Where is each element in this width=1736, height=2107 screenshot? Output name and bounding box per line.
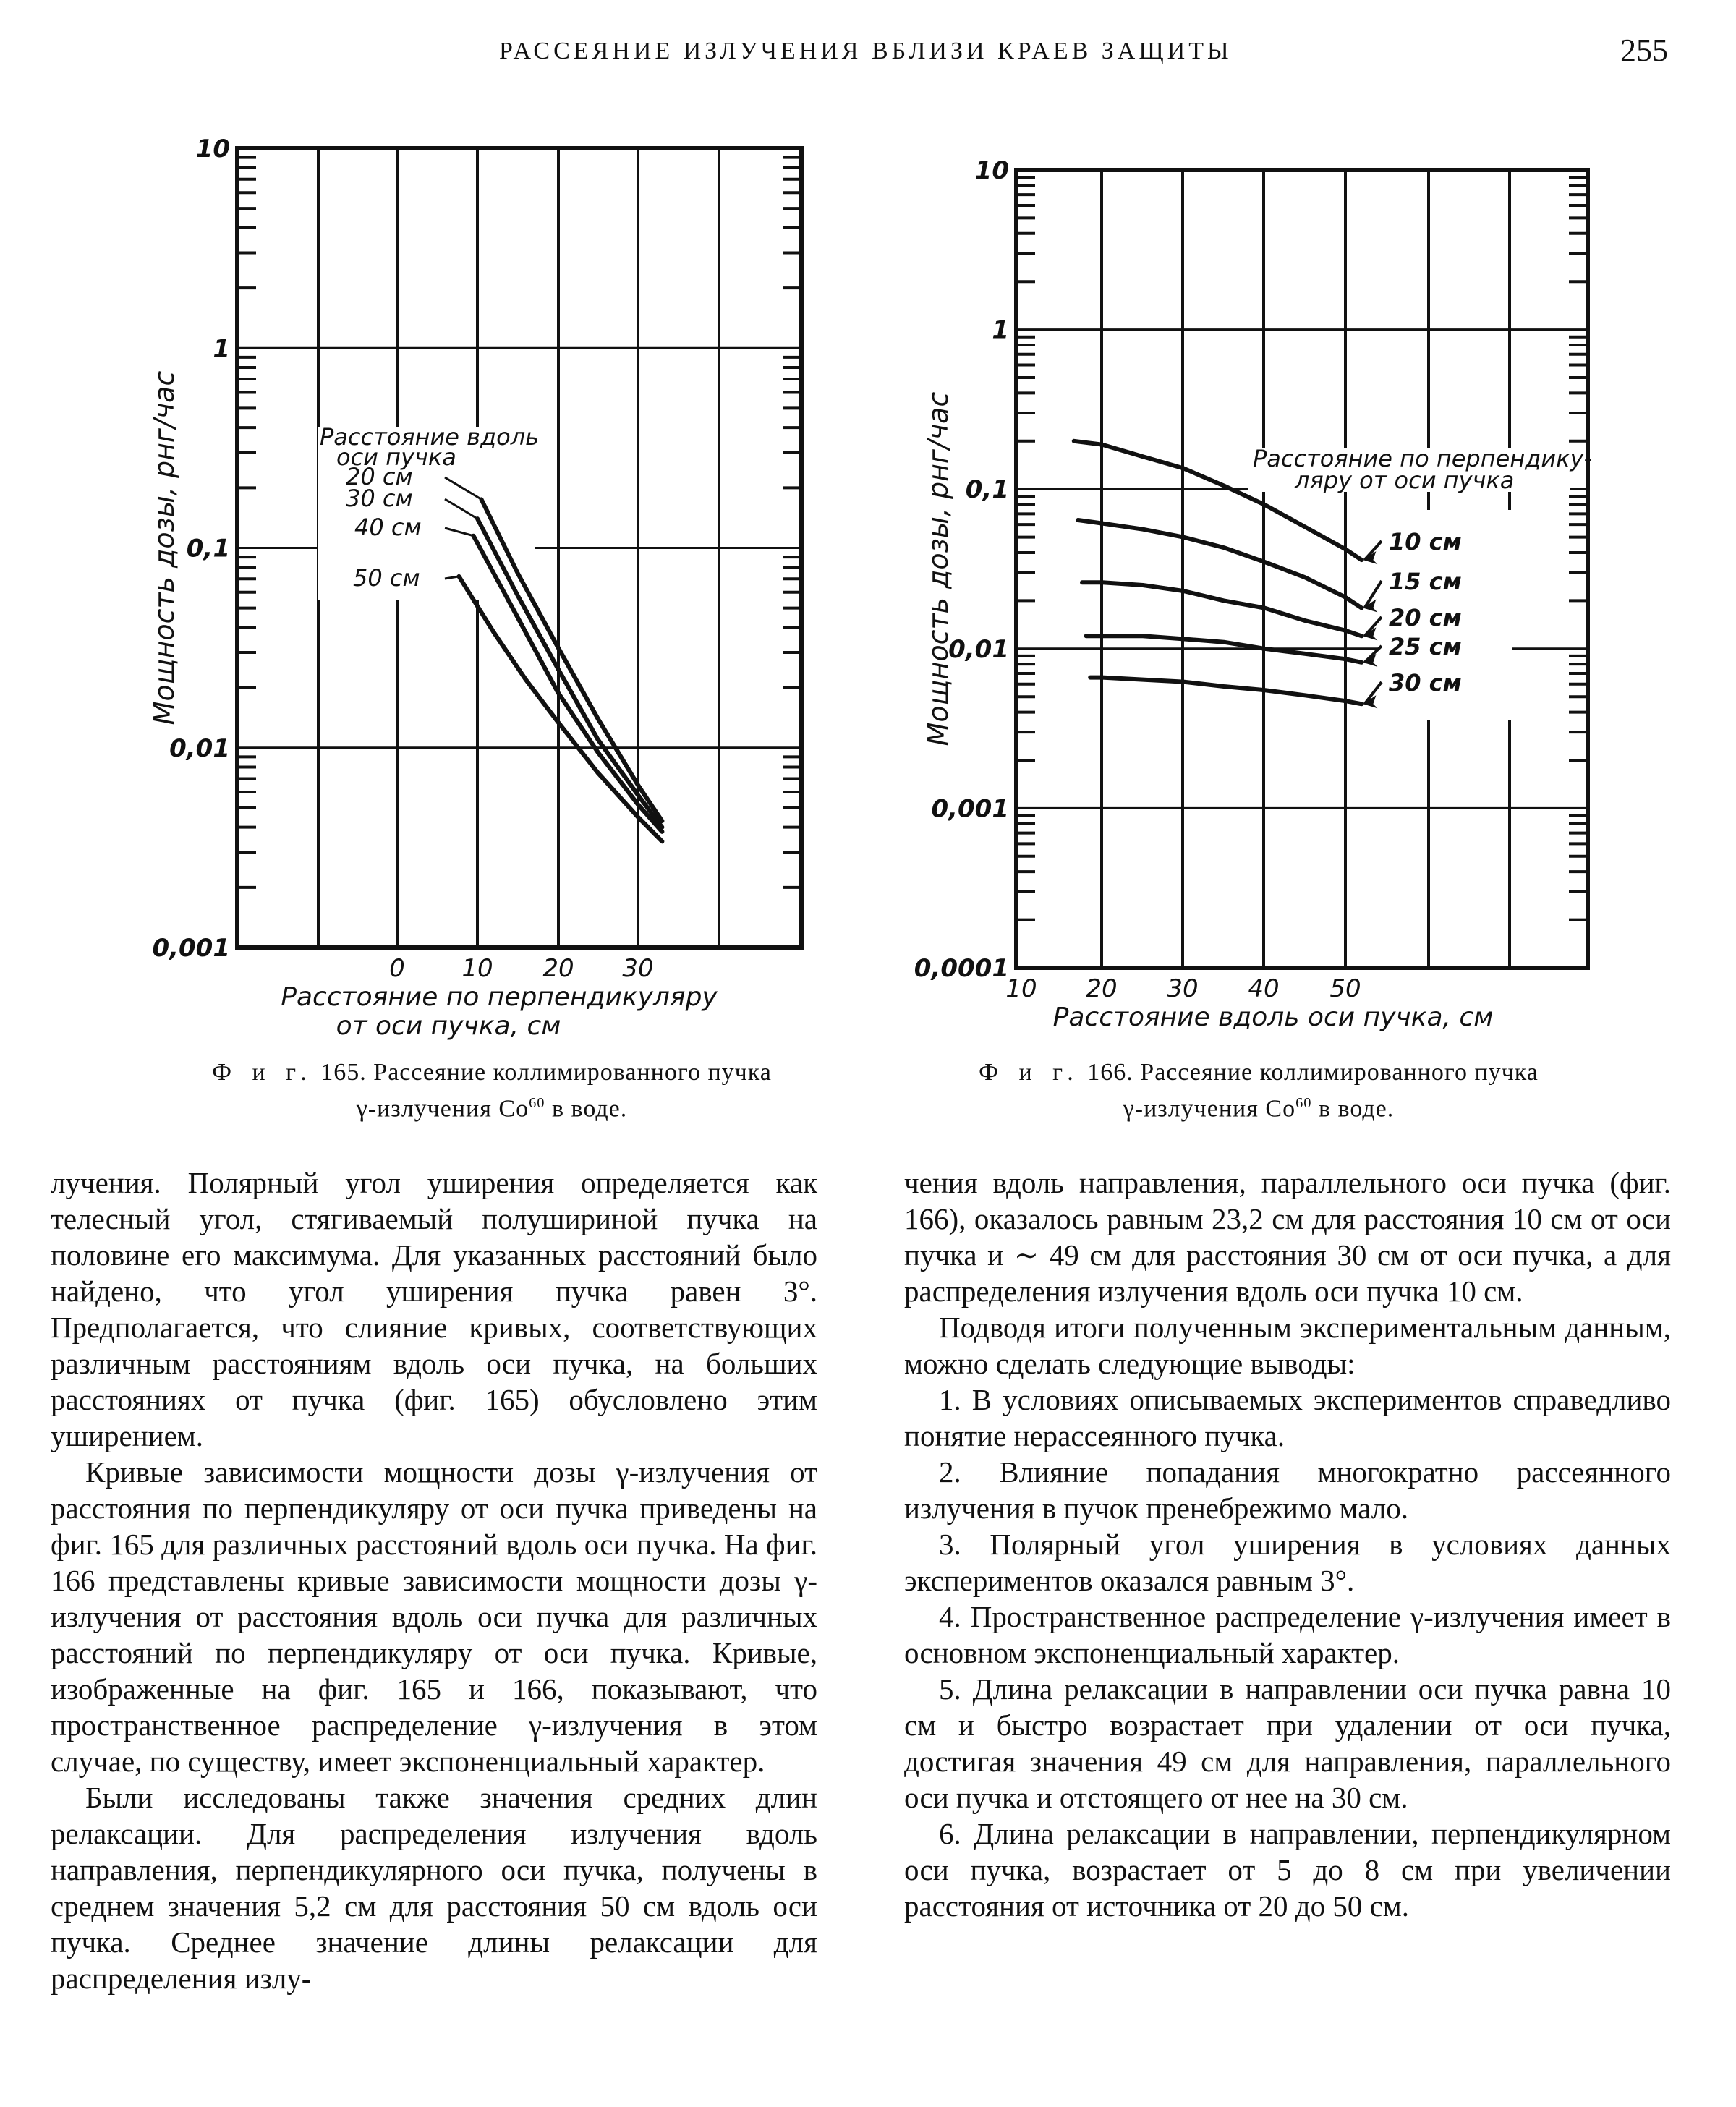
y-axis-label: Мощность дозы, рнг/час <box>922 391 954 746</box>
caption-fig-number: 165. <box>320 1059 367 1086</box>
x-tick-label: 0 <box>389 954 405 983</box>
x-tick-label: 30 <box>622 954 654 983</box>
figure-166-caption <box>904 1057 1613 1124</box>
y-tick-label: 0,01 <box>948 634 1009 664</box>
x-axis-label: от оси пучка, см <box>336 1011 561 1041</box>
series-label: 20 см <box>346 463 413 490</box>
conclusion-item-1: 1. В условиях описываемых экспериментов справедливо понятие нерассеянного пучка. <box>904 1383 1671 1452</box>
caption-superscript: 60 <box>1295 1095 1312 1111</box>
y-tick-label: 0,001 <box>931 794 1009 824</box>
caption-line-2 <box>904 1088 1613 1124</box>
data-curve <box>1082 582 1361 636</box>
figure-166 <box>0 0 1736 1049</box>
y-tick-label: 0,1 <box>186 534 230 563</box>
x-axis-label: Расстояние по перпендикуляру <box>281 982 718 1012</box>
paragraph: лучения. Полярный угол уширения определяется как телесный угол, стягиваемый полушириной пучка на половине его максимума. Для указанных расстояний было найдено, что угол уширения пучка равен 3°. Предполагается, что слияние кривых, соответствующих различным расстояниям вдоль оси пучка, на больших расстояниях от пучка (фиг. 165) обусловлено этим уширением. <box>51 1166 817 1452</box>
paragraph: Подводя итоги полученным экспериментальным данным, можно сделать следующие выводы: <box>904 1311 1671 1380</box>
y-tick-label: 0,01 <box>169 733 230 763</box>
legend-title: Расстояние по перпендику- <box>1253 445 1592 472</box>
x-tick-label: 10 <box>1005 974 1037 1003</box>
y-tick-label: 0,0001 <box>914 954 1009 983</box>
conclusion-item-5: 5. Длина релаксации в направлении оси пучка равна 10 см и быстро возрастает при удалении от оси пучка, достигая значения 49 см для направления, параллельного оси пучка и отстоящего от нее на 30 см. <box>904 1672 1671 1814</box>
left-text-column <box>51 1165 817 1996</box>
series-label: 10 см <box>1389 528 1462 556</box>
y-tick-label: 1 <box>213 334 230 364</box>
caption-text: Рассеяние коллимированного пучка <box>1140 1059 1539 1086</box>
chart-166-plot <box>0 0 1736 1049</box>
conclusion-item-4: 4. Пространственное распределение γ-излучения имеет в основном экспоненциальный характер. <box>904 1600 1671 1669</box>
series-label: 30 см <box>346 485 413 512</box>
series-label: 30 см <box>1389 669 1462 697</box>
paragraph: чения вдоль направления, параллельного оси пучка (фиг. 166), оказалось равным 23,2 см для расстояния 10 см от оси пучка и ∼ 49 см для расстояния 30 см от оси пучка, а для распределения излучения вдоль оси пучка 10 см. <box>904 1166 1671 1308</box>
caption-fig-word: Ф и г. <box>979 1059 1081 1086</box>
legend-title: ляру от оси пучка <box>1295 467 1515 494</box>
right-text-column <box>904 1165 1671 1924</box>
conclusion-item-6: 6. Длина релаксации в направлении, перпендикулярном оси пучка, возрастает от 5 до 8 см при увеличении расстояния от источника от 20 до 50 см. <box>904 1817 1671 1923</box>
caption-line-1 <box>137 1057 846 1088</box>
caption-fig-word: Ф и г. <box>212 1059 314 1086</box>
series-label: 25 см <box>1389 633 1462 660</box>
caption-superscript: 60 <box>529 1095 545 1111</box>
legend-title: оси пучка <box>336 443 456 471</box>
y-tick-label: 0,001 <box>152 934 230 963</box>
x-tick-label: 40 <box>1248 974 1280 1003</box>
y-axis-label: Мощность дозы, рнг/час <box>148 370 180 725</box>
series-label: 20 см <box>1389 604 1462 631</box>
caption-text: Рассеяние коллимированного пучка <box>373 1059 772 1086</box>
series-label: 15 см <box>1389 568 1462 595</box>
y-tick-label: 10 <box>195 135 230 163</box>
caption-line-1 <box>904 1057 1613 1088</box>
caption-fig-number: 166. <box>1087 1059 1133 1086</box>
running-head-title: РАССЕЯНИЕ ИЗЛУЧЕНИЯ ВБЛИЗИ КРАЕВ ЗАЩИТЫ <box>499 38 1233 64</box>
x-tick-label: 10 <box>461 954 493 983</box>
paragraph: Были исследованы также значения средних длин релаксации. Для распределения излучения вдоль направления, перпендикулярного оси пучка, получены в среднем значения 5,2 см для расстояния 50 см вдоль оси пучка. Среднее значение длины релаксации для распределения излу- <box>51 1781 817 1995</box>
caption-text-2: γ-излучения Co <box>1123 1095 1296 1123</box>
y-tick-label: 1 <box>992 315 1009 345</box>
series-label: 50 см <box>353 564 420 592</box>
data-curve <box>1090 678 1361 705</box>
figure-165-caption <box>137 1057 846 1124</box>
page-number: 255 <box>1620 33 1668 68</box>
x-tick-label: 20 <box>542 954 574 983</box>
x-tick-label: 50 <box>1329 974 1361 1003</box>
x-tick-label: 30 <box>1167 974 1199 1003</box>
caption-text-3: в воде. <box>545 1095 628 1123</box>
y-tick-label: 0,1 <box>965 475 1009 505</box>
y-tick-label: 10 <box>974 156 1009 185</box>
x-tick-label: 20 <box>1086 974 1118 1003</box>
conclusion-item-2: 2. Влияние попадания многократно рассеянного излучения в пучок пренебрежимо мало. <box>904 1455 1671 1525</box>
conclusion-item-3: 3. Полярный угол уширения в условиях данных экспериментов оказался равным 3°. <box>904 1528 1671 1597</box>
caption-text-3: в воде. <box>1311 1095 1395 1123</box>
caption-text-2: γ-излучения Co <box>356 1095 529 1123</box>
paragraph: Кривые зависимости мощности дозы γ-излучения от расстояния по перпендикуляру от оси пучка приведены на фиг. 165 для различных расстояний вдоль оси пучка. На фиг. 166 представлены кривые зависимости мощности дозы γ-излучения от расстояния вдоль оси пучка для различных расстояний по перпендикуляру от оси пучка. Кривые, изображенные на фиг. 165 и 166, показывают, что пространственное распределение γ-излучения в этом случае, по существу, имеет экспоненциальный характер. <box>51 1455 817 1778</box>
series-label: 40 см <box>354 514 422 541</box>
legend-title: Расстояние вдоль <box>320 423 540 451</box>
caption-line-2 <box>137 1088 846 1124</box>
x-axis-label: Расстояние вдоль оси пучка, см <box>1052 1003 1494 1032</box>
